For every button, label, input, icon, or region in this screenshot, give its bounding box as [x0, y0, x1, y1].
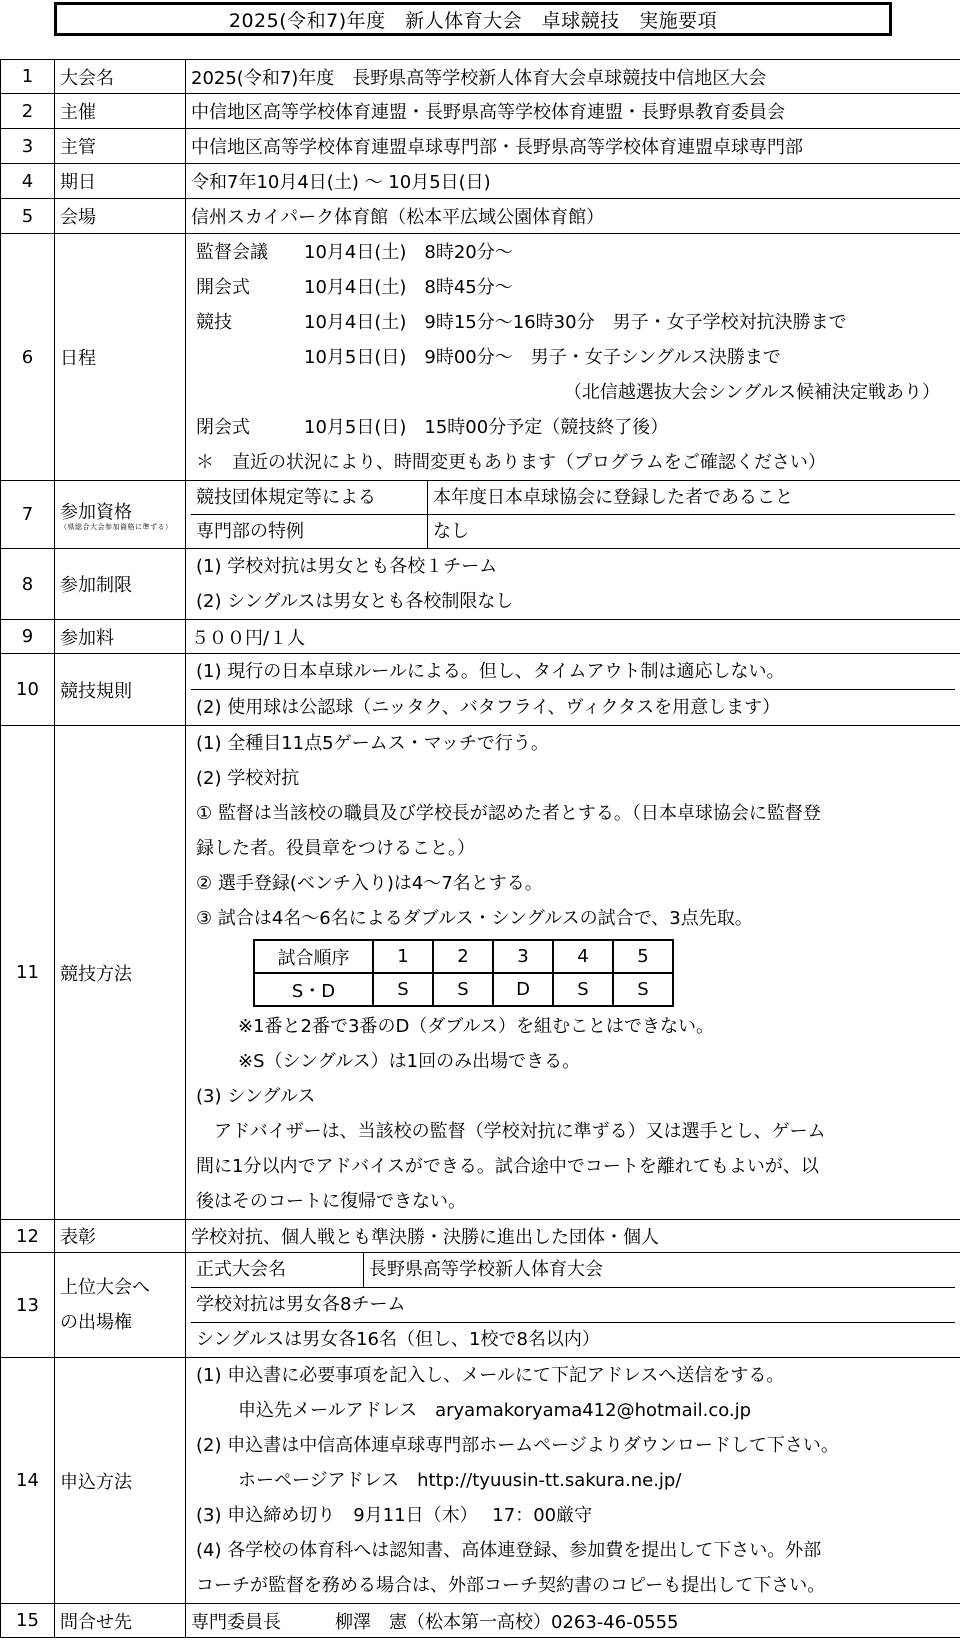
- row-number: 9: [1, 620, 55, 654]
- row-label: 競技規則: [55, 654, 186, 726]
- row-label: 期日: [55, 164, 186, 199]
- application-cell: [186, 1358, 960, 1604]
- row-value: ５００円/１人: [186, 620, 960, 654]
- schedule-note: ＊ 直近の状況により、時間変更もあります（プログラムをご確認ください）: [196, 451, 826, 473]
- match-order-cell: 試合順序: [254, 940, 373, 973]
- row-label: 問合せ先: [55, 1604, 186, 1638]
- method-line: (1) 全種目11点5ゲームス・マッチで行う。: [196, 733, 549, 754]
- eligibility-key: 専門部の特例: [191, 515, 428, 548]
- qualification-key: 正式大会名: [191, 1253, 364, 1287]
- qualification-line: シングルスは男女各16名（但し、1校で8名以内）: [196, 1329, 600, 1350]
- row-label: 会場: [55, 199, 186, 234]
- table-row: [1, 654, 960, 726]
- eligibility-sublabel: （県総合大会参加資格に準ずる）: [60, 522, 173, 531]
- table-row: [1, 1220, 960, 1253]
- row-value: 中信地区高等学校体育連盟卓球専門部・長野県高等学校体育連盟卓球専門部: [186, 129, 960, 164]
- row-number: 10: [1, 654, 55, 726]
- row-label: 大会名: [55, 60, 186, 94]
- row-number: 13: [1, 1253, 55, 1358]
- schedule-line: 開会式 10月4日(土) 8時45分～: [196, 276, 513, 298]
- method-note: ※S（シングルス）は1回のみ出場できる。: [238, 1051, 581, 1072]
- row-number: 6: [1, 234, 55, 481]
- row-label: 日程: [55, 234, 186, 481]
- application-url: ホーページアドレス http://tyuusin-tt.sakura.ne.jp/: [238, 1470, 682, 1491]
- match-order-cell: 2: [433, 940, 493, 973]
- row-number: 2: [1, 94, 55, 129]
- guidelines-table: [0, 59, 960, 1638]
- row-label: 参加料: [55, 620, 186, 654]
- match-order-cell: 5: [613, 940, 673, 973]
- schedule-note: （北信越選抜大会シングルス候補決定戦あり）: [563, 381, 940, 403]
- schedule-line: 競技 10月4日(土) 9時15分～16時30分 男子・女子学校対抗決勝まで: [196, 311, 847, 333]
- rules-cell: [186, 654, 960, 726]
- method-line: (3) シングルス: [196, 1086, 316, 1107]
- qualification-line: 学校対抗は男女各8チーム: [191, 1288, 955, 1323]
- method-line: アドバイザーは、当該校の監督（学校対抗に準ずる）又は選手とし、ゲーム: [196, 1121, 826, 1142]
- restriction-cell: [186, 549, 960, 620]
- application-line: (4) 各学校の体育科へは認知書、高体連登録、参加費を提出して下さい。外部: [196, 1540, 822, 1561]
- table-row: [1, 726, 960, 1220]
- table-row: [1, 94, 960, 129]
- match-order-cell: 4: [553, 940, 613, 973]
- eligibility-value: 本年度日本卓球協会に登録した者であること: [433, 487, 793, 508]
- row-label: [55, 481, 186, 549]
- row-number: 4: [1, 164, 55, 199]
- table-row: [1, 1253, 960, 1358]
- table-row: [1, 129, 960, 164]
- table-row: [1, 60, 960, 94]
- table-row: [1, 481, 960, 549]
- eligibility-cell: [186, 481, 960, 549]
- match-order-cell: 3: [493, 940, 553, 973]
- contact-value: 専門委員長 柳澤 憲（松本第一高校）0263-46-0555: [186, 1604, 960, 1638]
- document-title: 2025(令和7)年度 新人体育大会 卓球競技 実施要項: [54, 2, 892, 36]
- match-order-cell: D: [493, 973, 553, 1006]
- row-label: [55, 1253, 186, 1358]
- match-order-table: [253, 939, 674, 1007]
- match-order-cell: S: [433, 973, 493, 1006]
- restriction-line: (2) シングルスは男女とも各校制限なし: [196, 591, 514, 612]
- row-value: 2025(令和7)年度 長野県高等学校新人体育大会卓球競技中信地区大会: [186, 60, 960, 94]
- rules-line: (2) 使用球は公認球（ニッタク、バタフライ、ヴィクタスを用意します）: [196, 697, 781, 718]
- row-value: 令和7年10月4日(土) ～ 10月5日(日): [186, 164, 960, 199]
- eligibility-label: 参加資格: [60, 501, 132, 523]
- method-line: 間に1分以内でアドバイスができる。試合途中でコートを離れてもよいが、以: [196, 1156, 819, 1177]
- schedule-line: 監督会議 10月4日(土) 8時20分～: [196, 241, 513, 263]
- method-cell: [186, 726, 960, 1220]
- eligibility-value: なし: [433, 521, 469, 542]
- match-order-cell: 1: [373, 940, 433, 973]
- match-order-cell: S・D: [254, 973, 373, 1006]
- match-order-cell: S: [613, 973, 673, 1006]
- method-line: ① 監督は当該校の職員及び学校長が認めた者とする。（日本卓球協会に監督登: [196, 803, 821, 824]
- table-row: [1, 620, 960, 654]
- method-line: 後はそのコートに復帰できない。: [196, 1191, 466, 1212]
- method-line: ③ 試合は4名～6名によるダブルス・シングルスの試合で、3点先取。: [196, 908, 753, 929]
- schedule-cell: [186, 234, 960, 481]
- match-order-header: [254, 940, 673, 973]
- row-number: 3: [1, 129, 55, 164]
- restriction-line: (1) 学校対抗は男女とも各校１チーム: [196, 556, 498, 577]
- row-value: 信州スカイパーク体育館（松本平広域公園体育館）: [186, 199, 960, 234]
- row-number: 11: [1, 726, 55, 1220]
- method-line: (2) 学校対抗: [196, 768, 300, 789]
- row-label: 主催: [55, 94, 186, 129]
- row-value: 学校対抗、個人戦とも準決勝・決勝に進出した団体・個人: [186, 1220, 960, 1253]
- row-label: 競技方法: [55, 726, 186, 1220]
- table-row: [1, 199, 960, 234]
- row-label: 表彰: [55, 1220, 186, 1253]
- schedule-line: 10月5日(日) 9時00分～ 男子・女子シングルス決勝まで: [196, 346, 781, 368]
- method-note: ※1番と2番で3番のD（ダブルス）を組むことはできない。: [238, 1016, 715, 1037]
- eligibility-key: 競技団体規定等による: [191, 481, 428, 514]
- rules-line: (1) 現行の日本卓球ルールによる。但し、タイムアウト制は適応しない。: [191, 654, 955, 690]
- qualification-label: 上位大会へ: [60, 1277, 150, 1298]
- method-line: ② 選手登録(ベンチ入り)は4～7名とする。: [196, 873, 543, 894]
- row-number: 1: [1, 60, 55, 94]
- table-row: [1, 234, 960, 481]
- row-number: 7: [1, 481, 55, 549]
- match-order-row: [254, 973, 673, 1006]
- row-label: 主管: [55, 129, 186, 164]
- table-row: [1, 549, 960, 620]
- qualification-cell: [186, 1253, 960, 1358]
- qualification-label: の出場権: [60, 1312, 132, 1333]
- row-number: 12: [1, 1220, 55, 1253]
- method-line: 録した者。役員章をつけること。）: [196, 838, 475, 859]
- row-value: 中信地区高等学校体育連盟・長野県高等学校体育連盟・長野県教育委員会: [186, 94, 960, 129]
- application-line: (1) 申込書に必要事項を記入し、メールにて下記アドレスへ送信をする。: [196, 1365, 785, 1386]
- row-number: 14: [1, 1358, 55, 1604]
- row-label: 申込方法: [55, 1358, 186, 1604]
- application-line: (2) 申込書は中信高体連卓球専門部ホームページよりダウンロードして下さい。: [196, 1435, 839, 1456]
- match-order-cell: S: [373, 973, 433, 1006]
- row-number: 15: [1, 1604, 55, 1638]
- match-order-cell: S: [553, 973, 613, 1006]
- row-number: 8: [1, 549, 55, 620]
- qualification-value: 長野県高等学校新人体育大会: [369, 1259, 603, 1280]
- row-number: 5: [1, 199, 55, 234]
- table-row: [1, 164, 960, 199]
- schedule-line: 閉会式 10月5日(日) 15時00分予定（競技終了後）: [196, 416, 669, 438]
- table-row: [1, 1604, 960, 1638]
- row-label: 参加制限: [55, 549, 186, 620]
- table-row: [1, 1358, 960, 1604]
- application-deadline: (3) 申込締め切り 9月11日（木） 17：00厳守: [196, 1505, 593, 1526]
- application-line: コーチが監督を務める場合は、外部コーチ契約書のコピーも提出して下さい。: [196, 1575, 826, 1596]
- application-email: 申込先メールアドレス aryamakoryama412@hotmail.co.jp: [238, 1400, 752, 1421]
